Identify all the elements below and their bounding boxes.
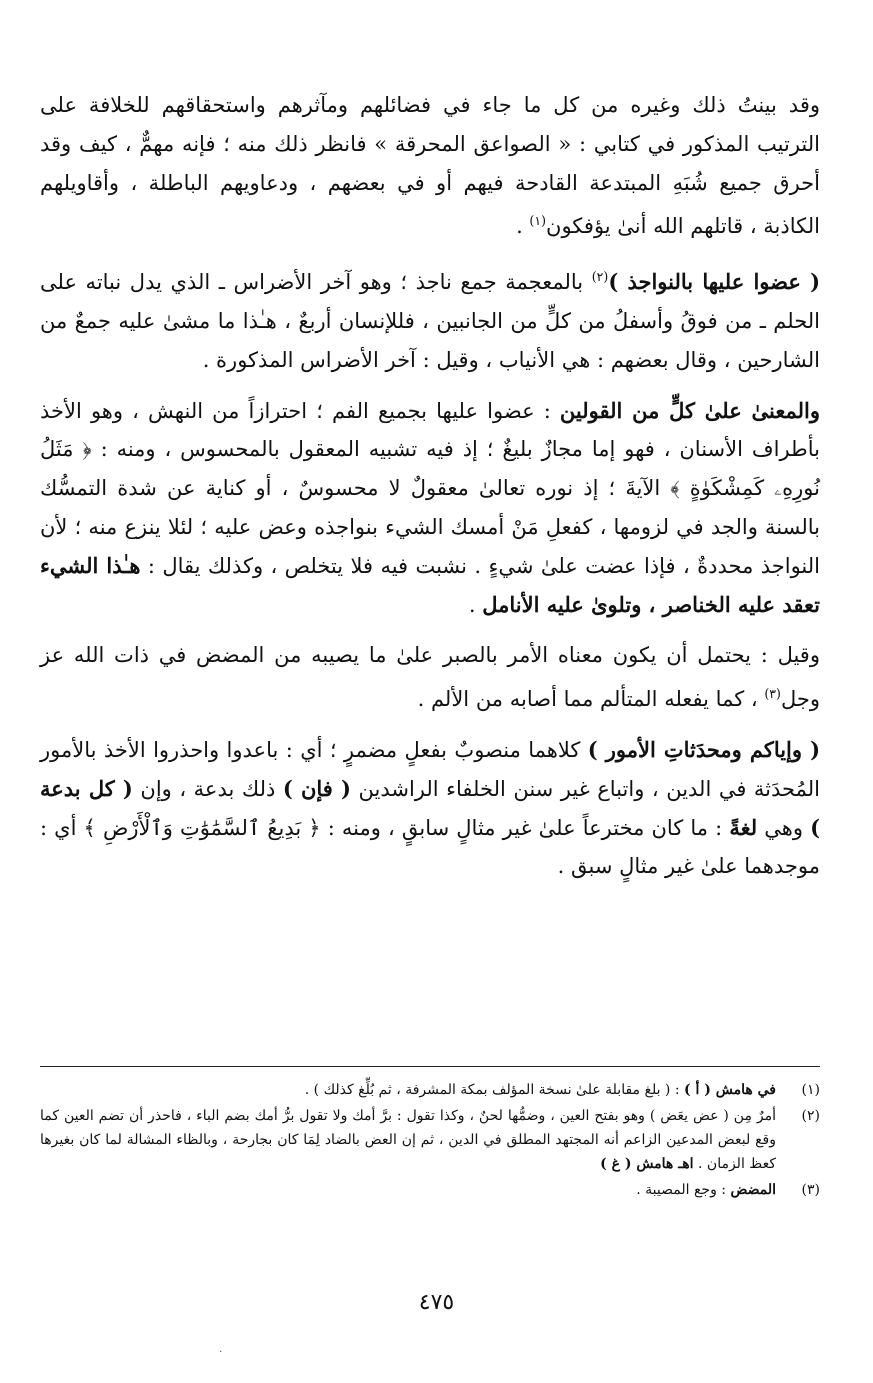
text-run: . (516, 214, 530, 239)
footnote (40, 1178, 820, 1202)
bold-text-run: ( عضوا عليها بالنواجذ ) (608, 269, 821, 295)
text-run: : ما كان مخترعاً علىٰ غير مثالٍ سابقٍ ، ومنه : ﴿ بَدِيعُ ٱلسَّمَٰوَٰتِ وَٱلْأَرْضِ ﴾ أي : موجدهما علىٰ غير مثالٍ سبق . (40, 815, 820, 879)
footnote-number: (١) (801, 1082, 820, 1098)
paragraph (40, 636, 820, 719)
text-run: وهي (757, 815, 811, 840)
footnotes (40, 1078, 820, 1204)
bold-text-run: هـٰذا الشيء تعقد عليه الخناصر ، وتلوىٰ عليه الأنامل (40, 552, 820, 617)
paragraph (40, 731, 820, 886)
paragraph (40, 392, 820, 625)
bold-text-run: ( فإن ) (282, 775, 351, 801)
bold-text-run: ( كل بدعة ) (40, 775, 820, 840)
bold-text-run: في هامش ( أ ) (684, 1082, 776, 1098)
text-run: ذلك بدعة ، وإن (132, 776, 283, 801)
footnote-number: (٣) (801, 1182, 820, 1198)
footnote-text (40, 1178, 776, 1202)
text-run: ، كما يفعله المتألم مما أصابه من الألم . (417, 687, 765, 712)
footnote-number: (٢) (801, 1108, 820, 1124)
footnote (40, 1078, 820, 1102)
footnote-reference: (٢) (591, 269, 609, 285)
bold-text-run: المضض (730, 1182, 776, 1198)
text-run: وقيل : يحتمل أن يكون معناه الأمر بالصبر علىٰ ما يصيبه من المضض في ذات الله عز وجل (40, 643, 820, 712)
footnote-reference: (١) (529, 213, 547, 229)
bold-text-run: اهـ هامش ( غ ) (600, 1156, 694, 1172)
bold-text-run: ( وإياكم ومحدَثاتِ الأمور ) (587, 736, 821, 762)
footnote-reference: (٣) (764, 686, 781, 702)
main-text (40, 86, 820, 898)
page-number: ٤٧٥ (418, 1290, 455, 1315)
footnote-divider (40, 1066, 820, 1067)
text-run: بالمعجمة جمع ناجذ ؛ وهو آخر الأضراس ـ الذي يدل نباته على الحلم ـ من فوقُ وأسفلُ من كلٍّ من الجانبين ، فللإنسان أربعٌ ، هـٰذا ما مشىٰ عليه جمعٌ من الشارحين ، وقال بعضهم : هي الأنياب ، وقيل : آخر الأضراس المذكورة . (40, 270, 820, 372)
bold-text-run: لغةً (729, 814, 758, 840)
text-run: وقد بينتُ ذلك وغيره من كل ما جاء في فضائلهم ومآثرهم واستحقاقهم للخلافة على الترتيب المذكور في كتابي : « الصواعق المحرقة » فانظر ذلك منه ؛ فإنه مهمٌّ ، كيف وقد أحرق جميع شُبَهِ المبتدعة القادحة فيهم أو في بعضهم ، ودعاويهم الباطلة ، وأقاويلهم الكاذبة ، قاتلهم الله أنىٰ يؤفكون (40, 93, 820, 239)
footnote-text (40, 1078, 776, 1102)
text-run: : عضوا عليها بجميع الفم ؛ احترازاً من النهش ، وهو الأخذ بأطراف الأسنان ، فهو إما مجازٌ بليغٌ ؛ إذ فيه تشبيه المعقول بالمحسوس ، ومنه : ﴿ مَثَلُ نُورِهِۦ كَمِشْكَوٰةٍ ﴾ الآيةَ ؛ إذ نوره تعالىٰ معقولٌ لا محسوسٌ ، أو كناية عن شدة التمسُّك بالسنة والجد في لزومها ، كفعلِ مَنْ أمسك الشيء بنواجذه وعض عليه ؛ لئلا ينزع منه ؛ لأن النواجذ محددةٌ ، فإذا عضت علىٰ شيءٍ . نشبت فيه فلا يتخلص ، وكذلك يقال : (40, 398, 820, 578)
text-run: : وجع المصيبة . (636, 1182, 731, 1198)
bold-text-run: والمعنىٰ علىٰ كلٍّ من القولين (559, 397, 820, 423)
text-run: كلاهما منصوبٌ بفعلٍ مضمرٍ ؛ أي : باعدوا واحذروا الأخذ بالأمور المُحدَثة في الدين ، واتباع غير سنن الخلفاء الراشدين (40, 737, 820, 801)
scan-speck: · (219, 1347, 223, 1358)
footnote (40, 1104, 820, 1176)
footnote-text (40, 1104, 776, 1176)
text-run: أمرٌ مِن ( عض يعَض ) وهو بفتح العين ، وضمُّها لحنٌ ، وكذا تقول : برَّ أمك ولا تقول برُّ أمك بضم الباء ، فاحذر أن تضم العين كما وقع لبعض المدعين الزاعم أنه المجتهد المطلق في الدين ، ثم إن العض بالضاد لِمَا كان بجارحة ، وبالظاء المشالة لما كان بغيرها كعظ الزمان . (40, 1108, 776, 1172)
text-run: . (468, 592, 483, 617)
paragraph (40, 258, 820, 379)
text-run: : ( بلغ مقابلة علىٰ نسخة المؤلف بمكة المشرفة ، ثم بُلِّغ كذلك ) . (304, 1082, 684, 1098)
paragraph (40, 86, 820, 246)
